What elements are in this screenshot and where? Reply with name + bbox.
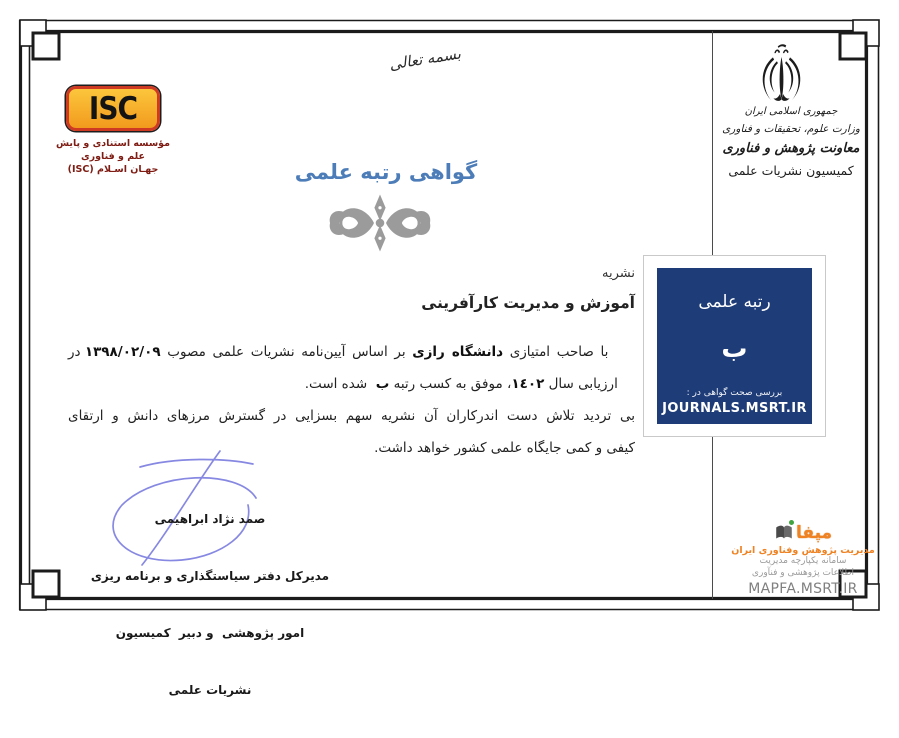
body-text: بر اساس آیین‌نامه نشریات علمی مصوب — [160, 344, 413, 360]
signatory-role2: امور پژوهشی و دبیر کمیسیون — [115, 626, 305, 640]
body-text: ، موفق به کسب رتبه — [389, 376, 512, 392]
body-paragraph2-line2: کیفی و کمی جایگاه علمی کشور خواهد داشت. — [374, 440, 635, 456]
signatory-role3: نشریات علمی — [168, 683, 252, 697]
rank-letter: ب — [375, 376, 390, 392]
body-paragraph1-line2 — [68, 360, 635, 408]
header-ministry: وزارت علوم، تحقیقات و فناوری — [722, 123, 860, 135]
regulation-date: ١٣٩٨/٠٢/٠٩ — [84, 344, 161, 360]
iran-emblem-icon — [753, 44, 810, 106]
isc-logo-block — [52, 86, 174, 176]
header-deputy: معاونت پژوهش و فناوری — [722, 141, 860, 156]
ornament-icon — [327, 191, 433, 255]
body-paragraph2-line1: بی تردید تلاش دست اندرکاران آن نشریه سهم بسزایی در گسترش مرزهای دانش و ارتقای — [68, 408, 635, 424]
isc-logo — [66, 86, 160, 131]
vertical-divider-top — [712, 31, 713, 255]
rank-verify-url: JOURNALS.MSRT.IR — [662, 401, 807, 416]
body-text: شده است. — [304, 376, 376, 392]
mapfa-logo-word: مپفا — [796, 525, 832, 542]
body-text: در — [68, 344, 85, 360]
rank-verify-label: بررسی صحت گواهی در : — [686, 388, 783, 398]
rank-grade: ب — [721, 334, 748, 364]
rank-heading: رتبه علمی — [698, 292, 771, 312]
mapfa-line2: سامانه یکپارچه مدیریت — [759, 556, 847, 566]
university-name: دانشگاه رازی — [412, 344, 504, 360]
mapfa-logo — [728, 512, 878, 542]
mapfa-block — [728, 512, 878, 597]
isc-logo-text: ISC — [88, 89, 138, 127]
vertical-divider-bottom — [712, 437, 713, 599]
rank-panel — [643, 255, 826, 437]
mapfa-line3: اطلاعات پژوهشی و فنآوری — [751, 567, 855, 578]
journal-label: نشریه — [602, 266, 635, 281]
isc-caption-line1: مؤسسه استنادی و پایش علم و فناوری — [55, 138, 171, 162]
book-icon — [774, 524, 794, 542]
mapfa-line1: مدیریت پژوهش وفناوری ایران — [731, 545, 875, 556]
bismillah-text: بسمه تعالی — [387, 44, 463, 74]
evaluation-year: ١٤٠٢ — [511, 376, 545, 392]
signature-block — [85, 472, 335, 738]
journal-name: آموزش و مدیریت کارآفرینی — [421, 294, 635, 312]
rank-box — [657, 268, 812, 424]
header-commission: کمیسیون نشریات علمی — [728, 163, 854, 178]
mapfa-url: MAPFA.MSRT.IR — [748, 581, 858, 597]
certificate-title: گواهی رتبه علمی — [294, 160, 478, 184]
body-text: با صاحب امتیازی — [503, 344, 609, 360]
header-country: جمهوری اسلامی ایران — [744, 106, 838, 117]
signatory-name: صمد نژاد ابراهیمی — [154, 512, 266, 526]
star-icon — [789, 520, 794, 525]
isc-caption-line2: جهـان اسـلام (ISC) — [67, 164, 159, 175]
signatory-role1: مدیرکل دفتر سیاستگذاری و برنامه ریزی — [90, 569, 330, 583]
body-text: ارزیابی سال — [544, 376, 618, 392]
